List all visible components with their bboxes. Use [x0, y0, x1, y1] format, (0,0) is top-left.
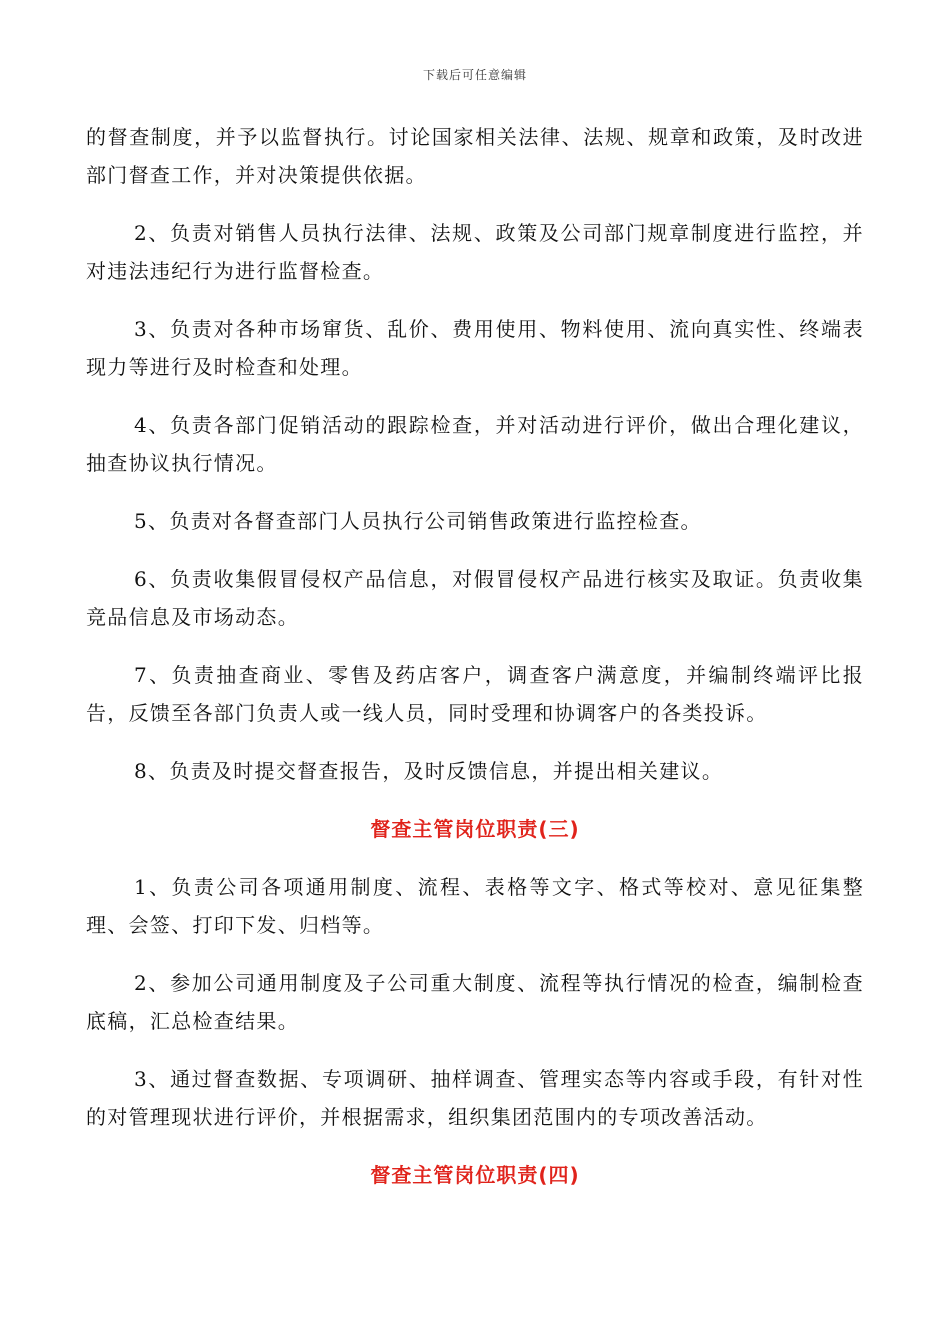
continuation-paragraph: 的督查制度，并予以监督执行。讨论国家相关法律、法规、规章和政策，及时改进部门督查工作，并对决策提供依据。 — [86, 125, 864, 187]
list-item: 2、负责对销售人员执行法律、法规、政策及公司部门规章制度进行监控，并对违法违纪行为进行监督检查。 — [86, 221, 864, 283]
list-item: 7、负责抽查商业、零售及药店客户，调查客户满意度，并编制终端评比报告，反馈至各部门负责人或一线人员，同时受理和协调客户的各类投诉。 — [86, 663, 864, 725]
list-item: 3、通过督查数据、专项调研、抽样调查、管理实态等内容或手段，有针对性的对管理现状进行评价，并根据需求，组织集团范围内的专项改善活动。 — [86, 1067, 864, 1129]
section-title-4: 督查主管岗位职责(四) — [370, 1163, 580, 1187]
list-item: 6、负责收集假冒侵权产品信息，对假冒侵权产品进行核实及取证。负责收集竞品信息及市场动态。 — [86, 567, 864, 629]
section-title-3: 督查主管岗位职责(三) — [370, 817, 580, 841]
header-note: 下载后可任意编辑 — [422, 68, 527, 82]
list-item: 5、负责对各督查部门人员执行公司销售政策进行监控检查。 — [134, 509, 702, 533]
list-item: 8、负责及时提交督查报告，及时反馈信息，并提出相关建议。 — [134, 759, 724, 783]
list-item: 2、参加公司通用制度及子公司重大制度、流程等执行情况的检查，编制检查底稿，汇总检查结果。 — [86, 971, 864, 1033]
list-item: 1、负责公司各项通用制度、流程、表格等文字、格式等校对、意见征集整理、会签、打印下发、归档等。 — [86, 875, 864, 937]
document-body — [86, 118, 864, 1214]
list-item: 3、负责对各种市场窜货、乱价、费用使用、物料使用、流向真实性、终端表现力等进行及时检查和处理。 — [86, 317, 864, 379]
list-item: 4、负责各部门促销活动的跟踪检查，并对活动进行评价，做出合理化建议，抽查协议执行情况。 — [86, 413, 864, 475]
